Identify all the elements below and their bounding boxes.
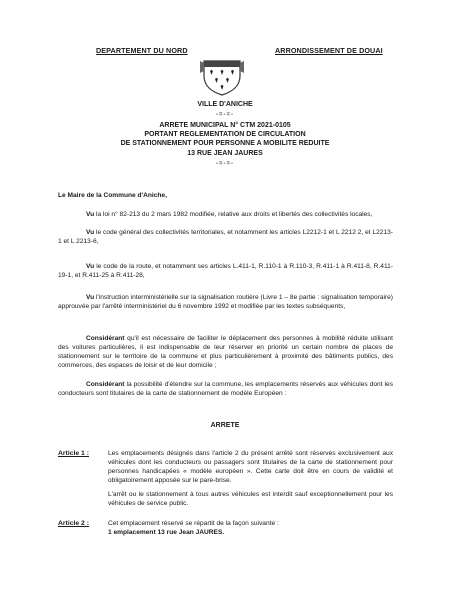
- considerant-text: la possibilité d'étendre sur la commune, les emplacements réservés aux véhicules dont les conducteurs sont titulaires de la carte de stationnement de modèle Européen :: [58, 381, 393, 397]
- vu-paragraph-4: [58, 293, 393, 311]
- considerant-label: Considérant: [86, 335, 125, 342]
- vu-label: Vu: [86, 211, 95, 218]
- vu-paragraph-1: [58, 210, 393, 219]
- article-2-label: Article 2 :: [58, 520, 89, 527]
- vu-text: la loi n° 82-213 du 2 mars 1982 modifiée, relative aux droits et libertés des collectivités locales,: [94, 211, 373, 218]
- vu-paragraph-3: [58, 262, 393, 280]
- article-1-body: [108, 449, 393, 508]
- considerant-paragraph-2: [58, 380, 393, 398]
- decree-subject-line-2: DE STATIONNEMENT POUR PERSONNE A MOBILITE REDUITE: [120, 140, 330, 148]
- department-header: DEPARTEMENT DU NORD: [96, 46, 188, 55]
- article-2-paragraph-1: Cet emplacement réservé se répartit de la façon suivante :: [108, 520, 279, 527]
- vu-text: le code général des collectivités territoriales, et notamment les articles L2212-1 et L 2212 2, et L2213-1 et L 2213-6,: [58, 229, 393, 245]
- considerant-paragraph-1: [58, 334, 393, 370]
- mayor-intro: Le Maire de la Commune d'Aniche,: [58, 192, 167, 199]
- vu-label: Vu: [86, 294, 95, 301]
- vu-text: le code de la route, et notamment ses articles L.411-1, R.110-1 à R.110-3, R.411-1 à R.411-8, R.411-19-1, et R.411-25 à R.411-28,: [58, 263, 393, 279]
- article-1-paragraph-1: Les emplacements désignés dans l'article 2 du présent arrêté sont réservés exclusivement aux véhicules dont les conducteurs ou passagers sont titulaires de la carte de stationnement pour personnes handicapées « modèle européen ». Cette carte doit être en cours de validité et obligatoirement apposée sur le pare-brise.: [108, 450, 393, 484]
- vu-paragraph-2: [58, 228, 393, 246]
- decree-number: ARRETE MUNICIPAL N° CTM 2021-0105: [159, 122, 291, 129]
- considerant-label: Considérant: [86, 381, 125, 388]
- vu-label: Vu: [86, 263, 95, 270]
- decree-subject-line-1: PORTANT REGLEMENTATION DE CIRCULATION: [144, 131, 306, 139]
- town-crest-icon: [200, 58, 244, 96]
- arrondissement-header: ARRONDISSEMENT DE DOUAI: [275, 46, 383, 55]
- article-1-label: Article 1 :: [58, 450, 89, 457]
- arrete-heading: ARRETE: [210, 422, 240, 429]
- town-name: VILLE D'ANICHE: [197, 101, 253, 108]
- vu-text: l'instruction interministérielle sur la signalisation routière (Livre 1 – 8e partie : signalisation temporaire) approuvée par l'arrêté interministériel du 6 novembre 1992 et modifiée par les textes subséquents,: [58, 294, 393, 310]
- vu-label: Vu: [86, 229, 95, 236]
- article-1-paragraph-2: L'arrêt ou le stationnement à tous autres véhicules est interdit sauf exceptionnellement pour les véhicules de service public.: [108, 491, 393, 507]
- separator-bottom: -=-=-: [215, 161, 234, 167]
- decree-title: [60, 121, 390, 158]
- decree-address: 13 RUE JEAN JAURES: [187, 149, 263, 157]
- article-2-body: [108, 519, 393, 537]
- article-2-paragraph-2: 1 emplacement 13 rue Jean JAURES.: [108, 529, 225, 536]
- considerant-text: qu'il est nécessaire de faciliter le déplacement des personnes à mobilité réduite utilisant des voitures particulières, il est indispensable de leur réserver en priorité un certain nombre de places de stationnement sur le territoire de la commune et plus particulièrement à proximité des bâtiments publics, des commerces, des espaces de loisir et de leur domicile ;: [58, 335, 393, 369]
- separator-top: -=-=-: [215, 112, 234, 118]
